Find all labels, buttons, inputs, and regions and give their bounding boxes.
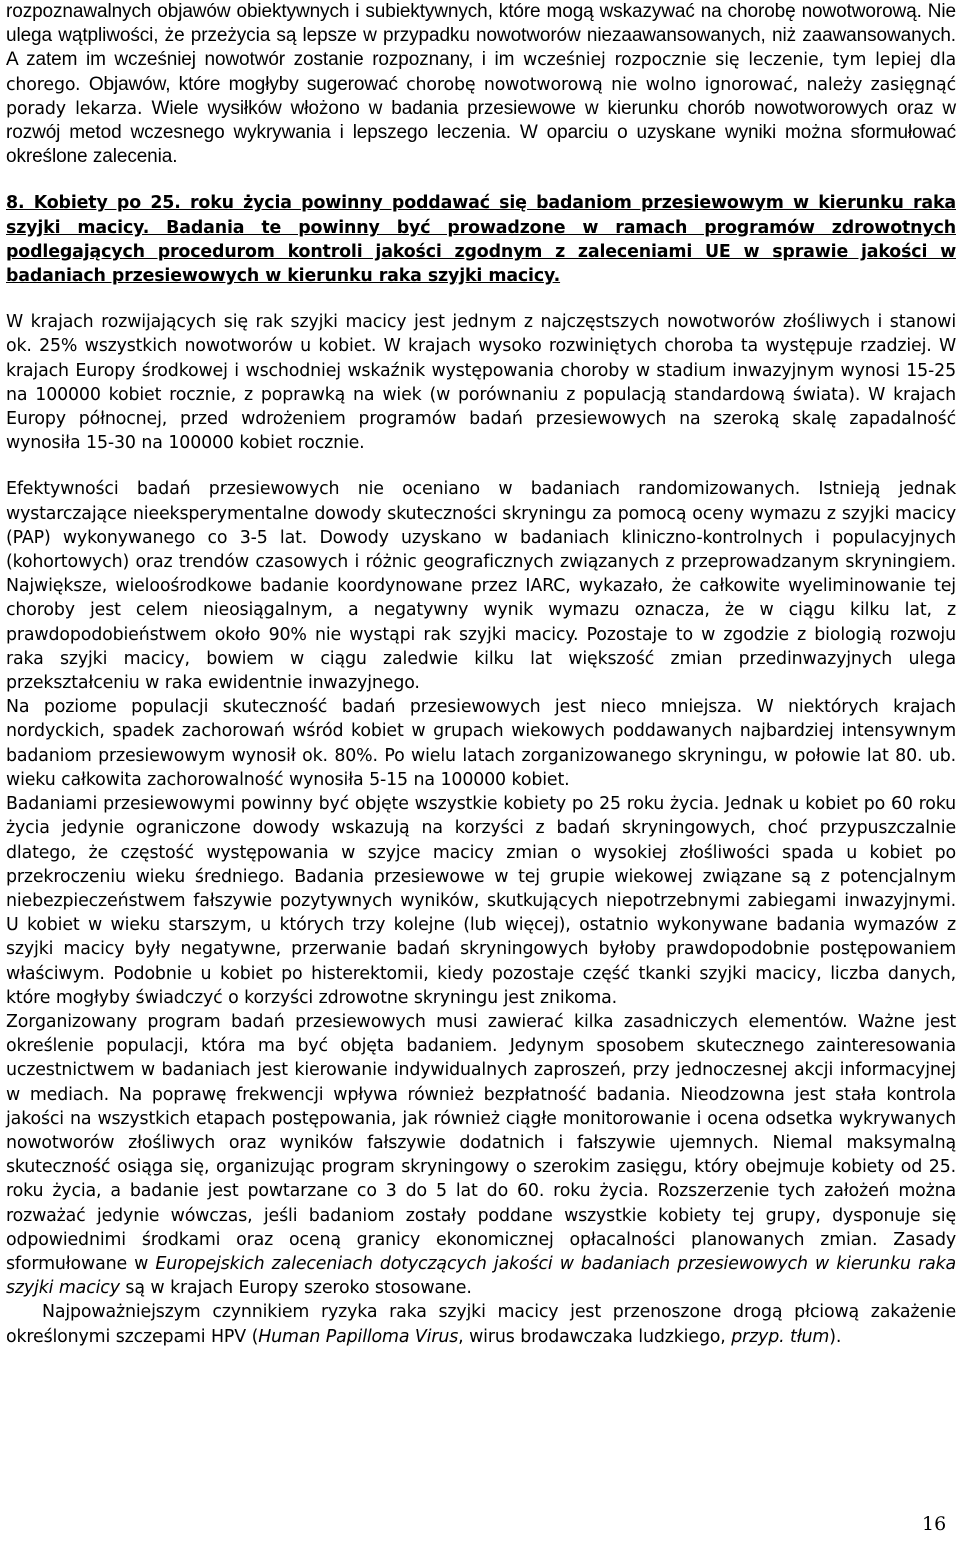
paragraph-incidence: W krajach rozwijających się rak szyjki macicy jest jednym z najczęstszych nowotworów złośliwych i stanowi ok. 25% wszystkich nowotworów u kobiet. W krajach wysoko rozwiniętych choroba ta występuje rzadziej. W krajach Europy środkowej i wschodniej wskaźnik występowania choroby w stadium inwazyjnym wynosi 15-25 na 100000 kobiet rocznie, z poprawką na wiek (w porównaniu z populacją standardową świata). W krajach Europy północnej, przed wdrożeniem programów badań przesiewowych na szeroką skalę zapadalność wynosiła 15-30 na 100000 kobiet rocznie. bbox=[6, 312, 956, 454]
page-number: 16 bbox=[922, 1513, 947, 1535]
paragraph-intro bbox=[6, 0, 956, 169]
paragraph-hpv-risk bbox=[6, 1300, 956, 1348]
paragraph-intro-part-3: Objawów, które mogłyby sugerować bbox=[88, 73, 407, 95]
european-guidelines-title: Europejskich zaleceniach dotyczących jakości w badaniach przesiewowych w kierunku raka szyjki macicy bbox=[6, 1253, 956, 1299]
hpv-full-name: Human Papilloma Virus bbox=[258, 1326, 459, 1347]
paragraph-intro-part-1: rozpoznawalnych objawów obiektywnych i subiektywnych, które mogą wskazywać na chorobę nowotworową. Nie ulega wątpliwości, że przeżycia są lepsze w przypadku nowotworów niezaawansowanych, niż zaawansowanych. A zatem im wcześniej nowotwór zostanie rozpoznany, i im bbox=[6, 1, 956, 71]
paragraph-population-level: Na poziome populacji skuteczność badań przesiewowych jest nieco mniejsza. W niektórych krajach nordyckich, spadek zachorowań wśród kobiet w grupach wiekowych poddawanych najbardziej intensywnym badaniom przesiewowym wynosił ok. 80%. Po wielu latach zorganizowanego skryningu, w połowie lat 80. ub. wieku całkowita zachorowalność wynosiła 5-15 na 100000 kobiet. bbox=[6, 697, 956, 790]
paragraph-effectiveness: Efektywności badań przesiewowych nie oceniano w badaniach randomizowanych. Istnieją jednak wystarczające nieeksperymentalne dowody skuteczności skryningu za pomocą oceny wymazu z szyjki macicy (PAP) wykonywanego co 3-5 lat. Dowody uzyskano w badaniach kliniczno-kontrolnych i populacyjnych (kohortowych) oraz trendów czasowych i różnic geograficznych związanych z przeprowadzanym skryningiem. Największe, wieloośrodkowe badanie koordynowane przez IARC, wykazało, że całkowite wyeliminowanie tej choroby jest celem nieosiągalnym, a negatywny wynik wymazu oznacza, że w ciągu kilku lat, z prawdopodobieństwem około 90% nie wystąpi rak szyjki macicy. Pozostaje to w zgodzie z biologią rozwoju raka szyjki macicy, bowiem w ciągu zaledwie kilku lat większość zmian przedinwazyjnych ulega przekształceniu w raka ewidentnie inwazyjnego. bbox=[6, 479, 956, 694]
paragraph-age-groups: Badaniami przesiewowymi powinny być objęte wszystkie kobiety po 25 roku życia. Jednak u kobiet po 60 roku życia jedynie ograniczone dowody wskazują na korzyści z badań skryningowych, choć przypuszczalnie dlatego, że częstość występowania w szyjce macicy zmian o wysokiej złośliwości spada u kobiet po przekroczeniu wieku średniego. Badania przesiewowe w tej grupie wiekowej związane są z potencjalnym niebezpieczeństwem fałszywie pozytywnych wyników, skutkujących niepotrzebnymi zabiegami inwazyjnymi. U kobiet w wieku starszym, u których trzy kolejne (lub więcej), ostatnio wykonywane badania wymazów z szyjki macicy były negatywne, przerwanie badań skryningowych byłoby prawdopodobnie postępowaniem właściwym. Podobnie u kobiet po histerektomii, kiedy pozostaje część tkanki szyjki macicy, liczba danych, które mogłyby świadczyć o korzyści zdrowotne skryningu jest znikoma. bbox=[6, 794, 956, 1008]
paragraph-organized-program bbox=[6, 1010, 956, 1300]
paragraph-intro-part-5: Wiele wysiłków włożono w badania przesiewowe w kierunku chorób nowotworowych oraz w rozwój metod wczesnego wykrywania i lepszego leczenia. W oparciu o uzyskane wyniki można sformułować określone zalecenia. bbox=[6, 97, 956, 168]
paragraph-organized-program-end: są w krajach Europy szeroko stosowane. bbox=[119, 1278, 472, 1299]
translator-note: przyp. tłum bbox=[731, 1326, 830, 1347]
document-page bbox=[6, 0, 956, 1349]
paragraph-hpv-part-1: Najpoważniejszym czynnikiem ryzyka raka szyjki macicy jest przenoszone drogą płciową zakażenie określonymi szczepami HPV ( bbox=[6, 1302, 956, 1347]
recommendation-8-heading: 8. Kobiety po 25. roku życia powinny poddawać się badaniom przesiewowym w kierunku raka szyjki macicy. Badania te powinny być prowadzone w ramach programów zdrowotnych podlegających procedurom kontroli jakości zgodnym z zaleceniami UE w sprawie jakości w badaniach przesiewowych w kierunku raka szyjki macicy. bbox=[6, 193, 956, 287]
paragraph-intro-part-4: chorobę nowotworową nie wolno ignorować, należy zasięgnąć porady lekarza. bbox=[6, 74, 956, 119]
paragraph-hpv-part-3: ). bbox=[829, 1326, 842, 1347]
paragraph-hpv-part-2: , wirus brodawczaka ludzkiego, bbox=[458, 1326, 732, 1347]
paragraph-organized-program-text: Zorganizowany program badań przesiewowych musi zawierać kilka zasadniczych elementów. Ważne jest określenie populacji, która ma być objęta badaniem. Jedynym sposobem skutecznego zainteresowania uczestnictwem w badaniach jest kierowanie indywidualnych zaproszeń, przy jednoczesnej akcji informacyjnej w mediach. Na poprawę frekwencji wpływa również bezpłatność badania. Nieodzowna jest stała kontrola jakości na wszystkich etapach postępowania, jak również ciągłe monitorowanie i ocena odsetka wykrywanych nowotworów złośliwych oraz wyników fałszywie dodatnich i fałszywie ujemnych. Niemal maksymalną skuteczność osiąga się, organizując program skryningowy o szerokim zasięgu, który obejmuje kobiety od 25. roku życia, a badanie jest powtarzane co 3 do 5 lat do 60. roku życia. Rozszerzenie tych założeń można rozważać jedynie wówczas, jeśli badaniom zostały poddane wszystkie kobiety tej grupy, dysponuje się odpowiednimi środkami oraz oceną granicy ekonomicznej opłacalności planowanych zmian. Zasady sformułowane w bbox=[6, 1011, 956, 1274]
paragraph-intro-part-2: wcześniej rozpocznie się leczenie, tym lepiej dla chorego. bbox=[6, 50, 957, 95]
